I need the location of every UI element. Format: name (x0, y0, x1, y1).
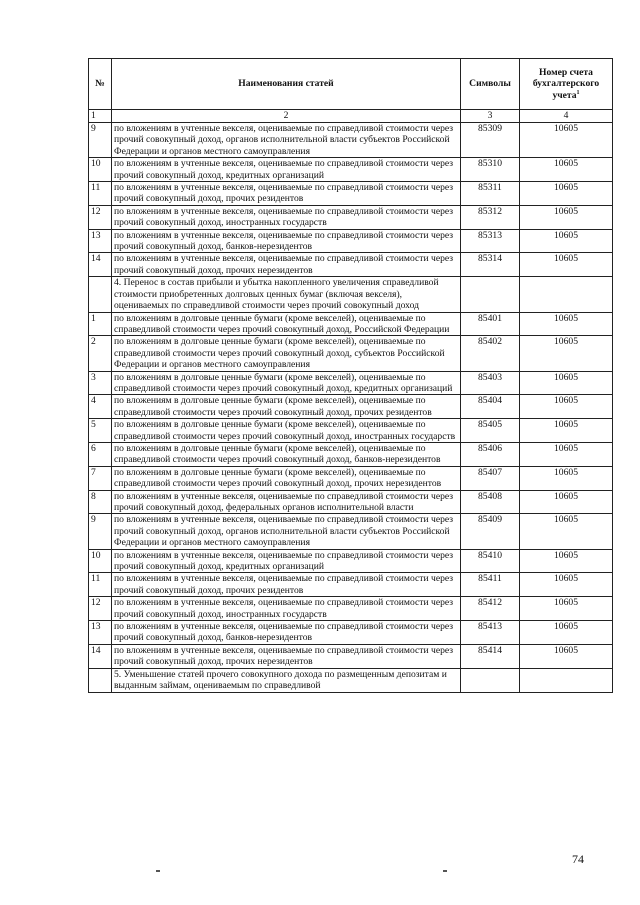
account-cell: 10605 (520, 312, 613, 336)
account-cell: 10605 (520, 644, 613, 668)
table-row (89, 253, 613, 277)
name-cell: по вложениям в учтенные векселя, оцениваемые по справедливой стоимости через прочий совокупный доход, кредитных организаций (112, 158, 461, 182)
num-cell: 9 (89, 514, 112, 549)
account-cell: 10605 (520, 466, 613, 490)
name-cell: по вложениям в учтенные векселя, оцениваемые по справедливой стоимости через прочий совокупный доход, банков-нерезидентов (112, 621, 461, 645)
table-row (89, 621, 613, 645)
name-cell: по вложениям в долговые ценные бумаги (кроме векселей), оцениваемые по справедливой стоимости через прочий совокупный доход, прочих резидентов (112, 395, 461, 419)
num-cell: 12 (89, 205, 112, 229)
num-cell: 11 (89, 182, 112, 206)
name-cell: по вложениям в долговые ценные бумаги (кроме векселей), оцениваемые по справедливой стоимости через прочий совокупный доход, кредитных организаций (112, 371, 461, 395)
symbol-cell: 85404 (461, 395, 520, 419)
page-number: 74 (572, 852, 584, 866)
symbol-cell (461, 277, 520, 312)
account-cell (520, 277, 613, 312)
name-cell: по вложениям в учтенные векселя, оцениваемые по справедливой стоимости через прочий совокупный доход, иностранных государств (112, 205, 461, 229)
account-cell: 10605 (520, 182, 613, 206)
name-cell: 5. Уменьшение статей прочего совокупного дохода по размещенным депозитам и выданным займам, оцениваемым по справедливой (112, 668, 461, 692)
symbol-cell: 85314 (461, 253, 520, 277)
name-cell: по вложениям в учтенные векселя, оцениваемые по справедливой стоимости через прочий совокупный доход, прочих нерезидентов (112, 253, 461, 277)
table-row (89, 597, 613, 621)
account-cell: 10605 (520, 229, 613, 253)
num-cell: 3 (89, 371, 112, 395)
table-row (89, 395, 613, 419)
scan-mark (443, 870, 447, 872)
symbol-cell: 85407 (461, 466, 520, 490)
account-cell: 10605 (520, 621, 613, 645)
num-cell: 8 (89, 490, 112, 514)
header-name: Наименования статей (112, 59, 461, 110)
index-cell: 4 (520, 110, 613, 123)
name-cell: по вложениям в долговые ценные бумаги (кроме векселей), оцениваемые по справедливой стоимости через прочий совокупный доход, субъектов Российской Федерации и органов местного самоуправления (112, 336, 461, 371)
symbol-cell: 85406 (461, 442, 520, 466)
num-cell: 13 (89, 621, 112, 645)
section-row (89, 277, 613, 312)
symbol-cell: 85413 (461, 621, 520, 645)
symbol-cell: 85405 (461, 419, 520, 443)
header-number: № (89, 59, 112, 110)
name-cell: по вложениям в учтенные векселя, оцениваемые по справедливой стоимости через прочий совокупный доход, органов исполнительной власти субъектов Российской Федерации и органов местного самоуправления (112, 123, 461, 158)
account-cell: 10605 (520, 514, 613, 549)
name-cell: по вложениям в учтенные векселя, оцениваемые по справедливой стоимости через прочий совокупный доход, прочих резидентов (112, 182, 461, 206)
account-cell: 10605 (520, 123, 613, 158)
table-row (89, 644, 613, 668)
account-cell (520, 668, 613, 692)
num-cell: 9 (89, 123, 112, 158)
num-cell: 12 (89, 597, 112, 621)
symbol-cell: 85412 (461, 597, 520, 621)
name-cell: по вложениям в учтенные векселя, оцениваемые по справедливой стоимости через прочий совокупный доход, федеральных органов исполнительной власти (112, 490, 461, 514)
table-row (89, 312, 613, 336)
symbol-cell: 85414 (461, 644, 520, 668)
table-row (89, 419, 613, 443)
name-cell: 4. Перенос в состав прибыли и убытка накопленного увеличения справедливой стоимости приобретенных долговых ценных бумаг (включая векселя), оцениваемых по справедливой стоимости через прочий совокупный доход (112, 277, 461, 312)
name-cell: по вложениям в долговые ценные бумаги (кроме векселей), оцениваемые по справедливой стоимости через прочий совокупный доход, Российской Федерации (112, 312, 461, 336)
name-cell: по вложениям в учтенные векселя, оцениваемые по справедливой стоимости через прочий совокупный доход, прочих нерезидентов (112, 644, 461, 668)
table-row (89, 336, 613, 371)
num-cell: 13 (89, 229, 112, 253)
symbol-cell: 85408 (461, 490, 520, 514)
name-cell: по вложениям в долговые ценные бумаги (кроме векселей), оцениваемые по справедливой стоимости через прочий совокупный доход, иностранных государств (112, 419, 461, 443)
name-cell: по вложениям в учтенные векселя, оцениваемые по справедливой стоимости через прочий совокупный доход, органов исполнительной власти субъектов Российской Федерации и органов местного самоуправления (112, 514, 461, 549)
name-cell: по вложениям в учтенные векселя, оцениваемые по справедливой стоимости через прочий совокупный доход, кредитных организаций (112, 549, 461, 573)
account-cell: 10605 (520, 490, 613, 514)
table-row (89, 123, 613, 158)
symbol-cell: 85410 (461, 549, 520, 573)
name-cell: по вложениям в учтенные векселя, оцениваемые по справедливой стоимости через прочий совокупный доход, иностранных государств (112, 597, 461, 621)
header-account-label: Номер счета бухгалтерского учета (532, 66, 600, 101)
name-cell: по вложениям в долговые ценные бумаги (кроме векселей), оцениваемые по справедливой стоимости через прочий совокупный доход, банков-нерезидентов (112, 442, 461, 466)
num-cell: 10 (89, 549, 112, 573)
num-cell (89, 668, 112, 692)
num-cell: 1 (89, 312, 112, 336)
symbol-cell: 85311 (461, 182, 520, 206)
section-row (89, 668, 613, 692)
num-cell: 14 (89, 253, 112, 277)
account-cell: 10605 (520, 253, 613, 277)
num-cell: 6 (89, 442, 112, 466)
table-row (89, 490, 613, 514)
name-cell: по вложениям в долговые ценные бумаги (кроме векселей), оцениваемые по справедливой стоимости через прочий совокупный доход, прочих нерезидентов (112, 466, 461, 490)
num-cell: 5 (89, 419, 112, 443)
num-cell: 10 (89, 158, 112, 182)
table-row (89, 514, 613, 549)
header-account (520, 59, 613, 110)
header-row (89, 59, 613, 110)
symbol-cell: 85409 (461, 514, 520, 549)
table-row (89, 205, 613, 229)
table-row (89, 158, 613, 182)
index-cell: 1 (89, 110, 112, 123)
table-row (89, 182, 613, 206)
index-cell: 2 (112, 110, 461, 123)
account-cell: 10605 (520, 597, 613, 621)
name-cell: по вложениям в учтенные векселя, оцениваемые по справедливой стоимости через прочий совокупный доход, прочих резидентов (112, 573, 461, 597)
num-cell (89, 277, 112, 312)
num-cell: 7 (89, 466, 112, 490)
table-row (89, 229, 613, 253)
symbol-cell (461, 668, 520, 692)
account-cell: 10605 (520, 158, 613, 182)
account-cell: 10605 (520, 549, 613, 573)
table-row (89, 573, 613, 597)
column-index-row (89, 110, 613, 123)
name-cell: по вложениям в учтенные векселя, оцениваемые по справедливой стоимости через прочий совокупный доход, банков-нерезидентов (112, 229, 461, 253)
symbol-cell: 85313 (461, 229, 520, 253)
table-row (89, 442, 613, 466)
accounts-table (88, 58, 613, 693)
symbol-cell: 85312 (461, 205, 520, 229)
account-cell: 10605 (520, 573, 613, 597)
account-cell: 10605 (520, 371, 613, 395)
num-cell: 4 (89, 395, 112, 419)
table-row (89, 371, 613, 395)
symbol-cell: 85411 (461, 573, 520, 597)
num-cell: 11 (89, 573, 112, 597)
symbol-cell: 85403 (461, 371, 520, 395)
symbol-cell: 85309 (461, 123, 520, 158)
symbol-cell: 85401 (461, 312, 520, 336)
account-cell: 10605 (520, 442, 613, 466)
index-cell: 3 (461, 110, 520, 123)
account-cell: 10605 (520, 419, 613, 443)
table-row (89, 549, 613, 573)
scan-mark (156, 870, 160, 872)
num-cell: 2 (89, 336, 112, 371)
header-symbol: Символы (461, 59, 520, 110)
num-cell: 14 (89, 644, 112, 668)
header-account-footnote: 1 (576, 89, 580, 96)
account-cell: 10605 (520, 395, 613, 419)
symbol-cell: 85310 (461, 158, 520, 182)
table-row (89, 466, 613, 490)
symbol-cell: 85402 (461, 336, 520, 371)
account-cell: 10605 (520, 205, 613, 229)
account-cell: 10605 (520, 336, 613, 371)
